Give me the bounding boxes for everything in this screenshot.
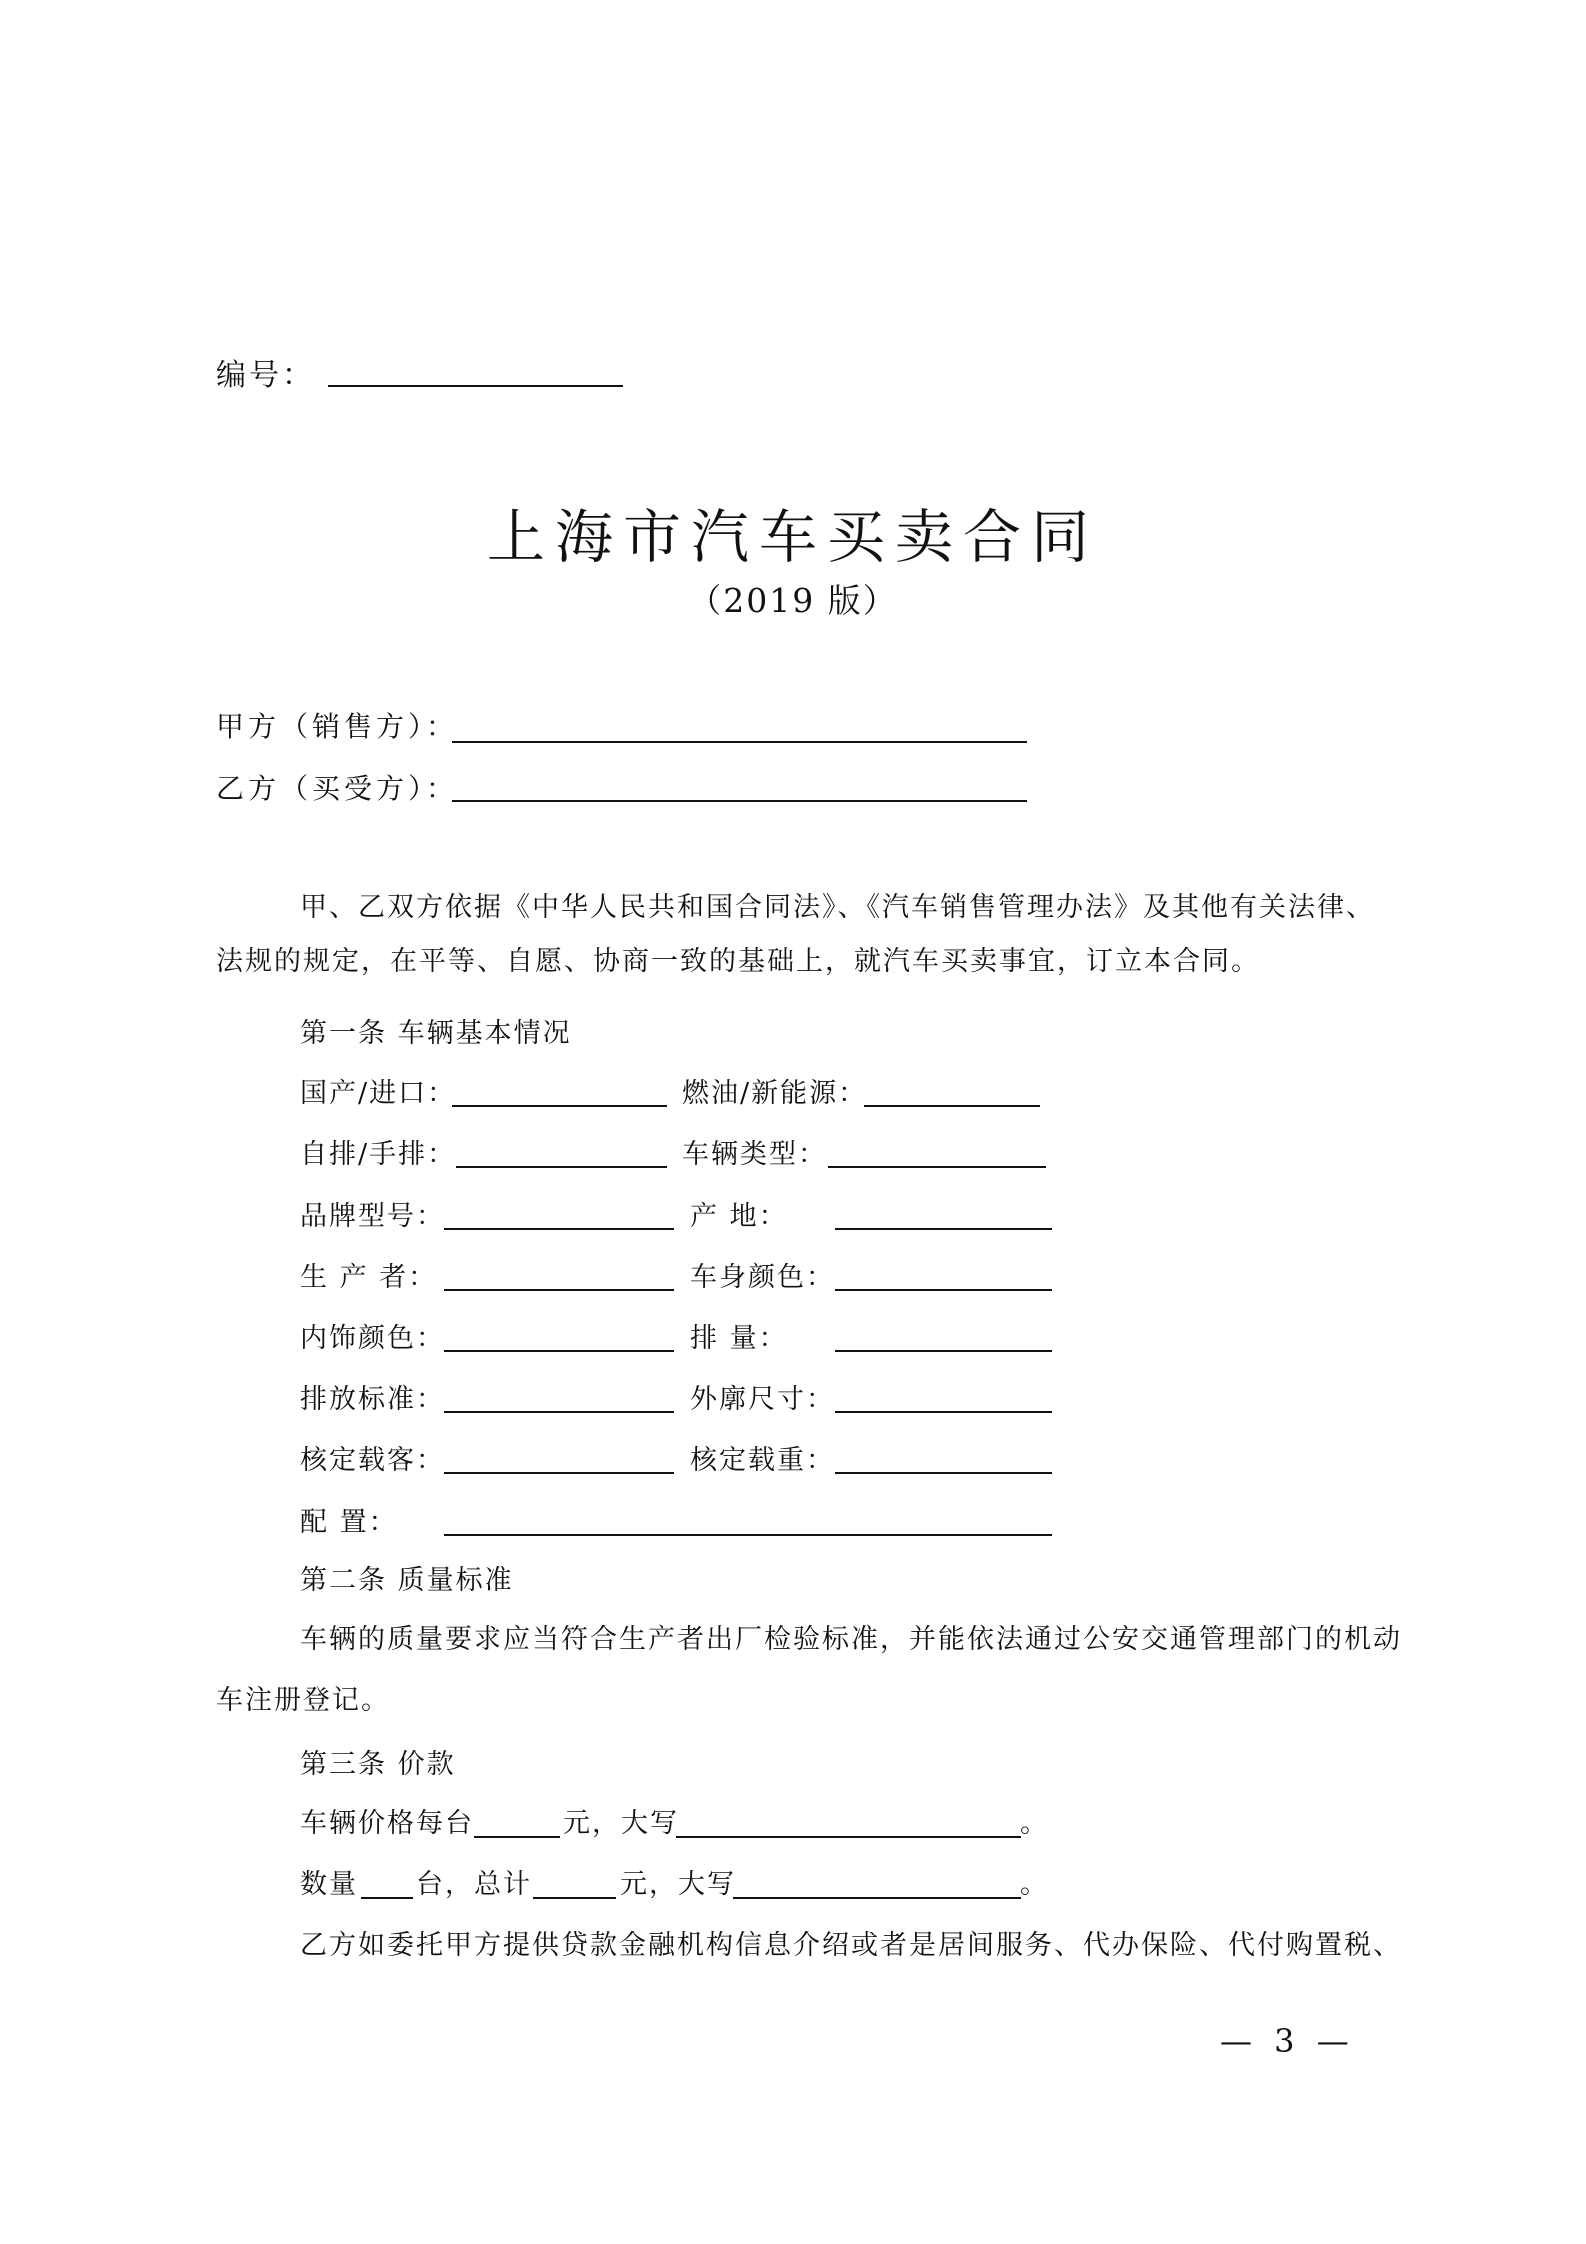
displacement-blank[interactable] [835,1350,1052,1352]
quantity-prefix: 数量 [300,1869,358,1900]
rated-load-label: 核定载重： [690,1445,835,1476]
transmission-label: 自排/手排： [300,1139,457,1170]
rated-passengers-label: 核定载客： [300,1445,445,1476]
configuration-blank[interactable] [444,1534,1052,1536]
displacement-label: 排 量： [690,1323,788,1354]
manufacturer-blank[interactable] [444,1289,674,1291]
vehicle-type-blank[interactable] [828,1166,1046,1168]
article-2-heading: 第二条 质量标准 [300,1565,514,1596]
article-2-text-line-1: 车辆的质量要求应当符合生产者出厂检验标准，并能依法通过公安交通管理部门的机动 [300,1624,1402,1655]
seller-blank[interactable] [452,741,1027,743]
transmission-blank[interactable] [456,1166,667,1168]
unit-price-prefix: 车辆价格每台 [300,1808,474,1839]
article-3-heading: 第三条 价款 [300,1749,456,1780]
intro-line-2: 法规的规定，在平等、自愿、协商一致的基础上，就汽车买卖事宜，订立本合同。 [216,946,1260,977]
domestic-import-blank[interactable] [452,1105,667,1107]
vehicle-type-label: 车辆类型： [682,1139,827,1170]
interior-color-label: 内饰颜色： [300,1323,445,1354]
interior-color-blank[interactable] [444,1350,674,1352]
article-3-text-line: 乙方如委托甲方提供贷款金融机构信息介绍或者是居间服务、代办保险、代付购置税、 [300,1930,1402,1961]
domestic-import-label: 国产/进口： [300,1078,457,1109]
brand-model-label: 品牌型号： [300,1201,445,1232]
configuration-label: 配 置： [300,1507,398,1538]
total-blank[interactable] [533,1897,616,1899]
total-unit: 元，大写 [620,1869,736,1900]
contract-number-blank[interactable] [328,385,623,387]
page-number: — 3 — [1220,2022,1355,2060]
quantity-blank[interactable] [361,1897,413,1899]
quantity-unit: 台，总计 [416,1869,532,1900]
rated-passengers-blank[interactable] [444,1472,674,1474]
rated-load-blank[interactable] [835,1472,1052,1474]
origin-blank[interactable] [835,1228,1052,1230]
intro-paragraph [216,888,1406,982]
contract-number-label: 编号： [216,358,315,393]
brand-model-blank[interactable] [444,1228,674,1230]
unit-price-blank[interactable] [474,1836,560,1838]
total-end: 。 [1020,1869,1047,1900]
manufacturer-label: 生 产 者： [300,1262,438,1293]
body-color-label: 车身颜色： [690,1262,835,1293]
unit-price-end: 。 [1020,1808,1047,1839]
unit-price-unit: 元，大写 [563,1808,679,1839]
buyer-label: 乙方（买受方）： [216,772,459,805]
emission-standard-label: 排放标准： [300,1384,445,1415]
dimensions-blank[interactable] [835,1411,1052,1413]
intro-line-1: 甲、乙双方依据《中华人民共和国合同法》、《汽车销售管理办法》及其他有关法律、 [300,892,1375,923]
body-color-blank[interactable] [835,1289,1052,1291]
dimensions-label: 外廓尺寸： [690,1384,835,1415]
edition-label: （2019 版） [688,581,898,620]
emission-standard-blank[interactable] [444,1411,674,1413]
buyer-blank[interactable] [452,800,1027,802]
total-words-blank[interactable] [733,1897,1021,1899]
unit-price-words-blank[interactable] [676,1836,1021,1838]
article-2-text-line-2: 车注册登记。 [216,1685,390,1716]
seller-label: 甲方（销售方）： [216,710,459,743]
fuel-type-label: 燃油/新能源： [682,1078,868,1109]
article-1-heading: 第一条 车辆基本情况 [300,1018,572,1049]
page-title: 上海市汽车买卖合同 [486,503,1099,571]
fuel-type-blank[interactable] [864,1105,1040,1107]
origin-label: 产 地： [690,1201,788,1232]
